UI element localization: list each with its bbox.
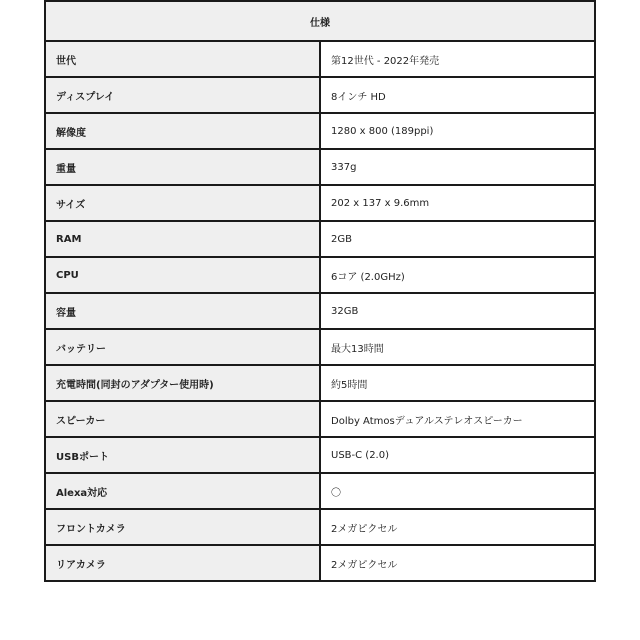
spec-row-front-camera [45,509,595,545]
spec-row-weight [45,149,595,185]
spec-value: 337g [320,149,595,185]
spec-label: ディスプレイ [45,77,320,113]
spec-value: 〇 [320,473,595,509]
spec-row-resolution [45,113,595,149]
spec-label: 重量 [45,149,320,185]
spec-label: 解像度 [45,113,320,149]
spec-label: 世代 [45,41,320,77]
spec-value: 約5時間 [320,365,595,401]
spec-value: 最大13時間 [320,329,595,365]
spec-label: リアカメラ [45,545,320,581]
spec-row-speaker [45,401,595,437]
spec-value: 第12世代 - 2022年発売 [320,41,595,77]
spec-value: Dolby Atmosデュアルステレオスピーカー [320,401,595,437]
spec-value: 8インチ HD [320,77,595,113]
spec-label: Alexa対応 [45,473,320,509]
spec-label: 容量 [45,293,320,329]
spec-label: CPU [45,257,320,293]
spec-row-size [45,185,595,221]
spec-table-title: 仕様 [45,1,595,41]
spec-row-storage [45,293,595,329]
spec-row-alexa [45,473,595,509]
spec-label: 充電時間(同封のアダプター使用時) [45,365,320,401]
spec-label: バッテリー [45,329,320,365]
spec-row-usb-port [45,437,595,473]
spec-value: 2GB [320,221,595,257]
spec-row-battery [45,329,595,365]
spec-value: 1280 x 800 (189ppi) [320,113,595,149]
spec-label: フロントカメラ [45,509,320,545]
spec-row-ram [45,221,595,257]
spec-value: 202 x 137 x 9.6mm [320,185,595,221]
spec-row-rear-camera [45,545,595,581]
spec-value: 2メガピクセル [320,509,595,545]
spec-row-generation [45,41,595,77]
spec-table [44,0,596,582]
spec-value: 2メガピクセル [320,545,595,581]
spec-row-display [45,77,595,113]
spec-row-charge-time [45,365,595,401]
spec-label: サイズ [45,185,320,221]
spec-row-cpu [45,257,595,293]
spec-label: RAM [45,221,320,257]
spec-value: USB-C (2.0) [320,437,595,473]
spec-label: スピーカー [45,401,320,437]
spec-value: 32GB [320,293,595,329]
spec-label: USBポート [45,437,320,473]
spec-value: 6コア (2.0GHz) [320,257,595,293]
spec-table-header-row [45,1,595,41]
